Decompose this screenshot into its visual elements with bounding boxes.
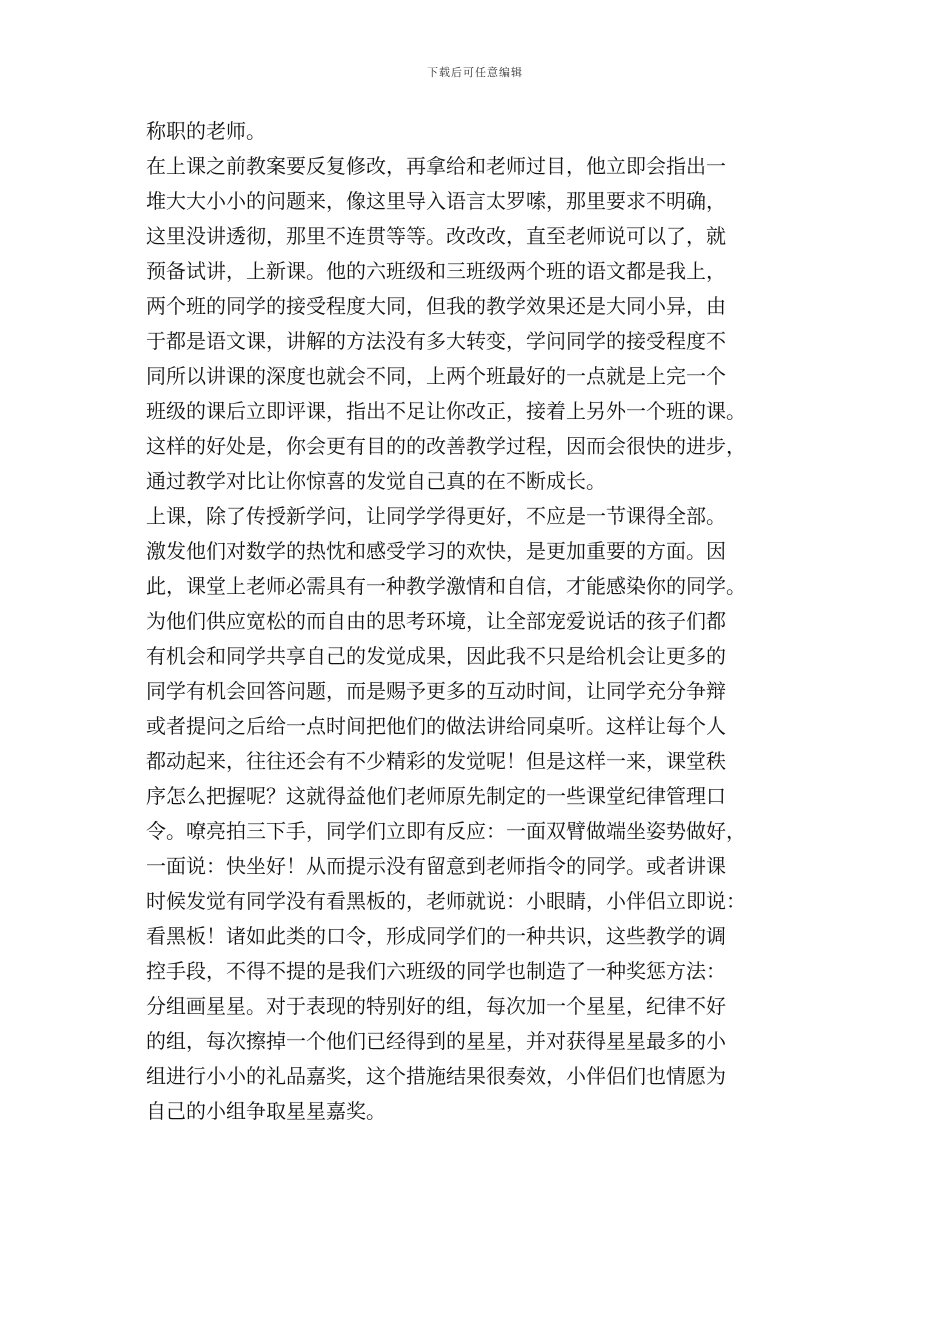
text-line: 预备试讲，上新课。他的六班级和三班级两个班的语文都是我上，: [146, 259, 726, 283]
text-line: 这里没讲透彻，那里不连贯等等。改改改，直至老师说可以了，就: [146, 224, 726, 248]
text-line: 为他们供应宽松的而自由的思考环境，让全部宠爱说话的孩子们都: [146, 609, 726, 633]
text-line: 的组，每次擦掉一个他们已经得到的星星，并对获得星星最多的小: [146, 1029, 726, 1053]
text-line: 分组画星星。对于表现的特别好的组，每次加一个星星，纪律不好: [146, 994, 726, 1018]
text-line: 同所以讲课的深度也就会不同，上两个班最好的一点就是上完一个: [146, 364, 726, 388]
text-line: 这样的好处是，你会更有目的的改善教学过程，因而会很快的进步，: [146, 434, 746, 458]
text-line: 序怎么把握呢？这就得益他们老师原先制定的一些课堂纪律管理口: [146, 784, 726, 808]
text-line: 堆大大小小的问题来，像这里导入语言太罗嗦，那里要求不明确，: [146, 189, 726, 213]
page-header: 下载后可任意编辑: [427, 66, 523, 79]
document-body: [146, 114, 836, 1129]
text-line: 都动起来，往往还会有不少精彩的发觉呢！但是这样一来，课堂秩: [146, 749, 726, 773]
text-line: 一面说：快坐好！从而提示没有留意到老师指令的同学。或者讲课: [146, 854, 726, 878]
text-line: 激发他们对数学的热忱和感受学习的欢快，是更加重要的方面。因: [146, 539, 726, 563]
text-line: 有机会和同学共享自己的发觉成果，因此我不只是给机会让更多的: [146, 644, 726, 668]
text-line: 班级的课后立即评课，指出不足让你改正，接着上另外一个班的课。: [146, 399, 746, 423]
text-line: 称职的老师。: [146, 119, 266, 143]
text-line: 组进行小小的礼品嘉奖，这个措施结果很奏效，小伴侣们也情愿为: [146, 1064, 726, 1088]
text-line: 于都是语文课，讲解的方法没有多大转变，学问同学的接受程度不: [146, 329, 726, 353]
text-line: 看黑板！诸如此类的口令，形成同学们的一种共识，这些教学的调: [146, 924, 726, 948]
text-line: 自己的小组争取星星嘉奖。: [146, 1099, 386, 1123]
text-line: 同学有机会回答问题，而是赐予更多的互动时间，让同学充分争辩: [146, 679, 726, 703]
text-line: 此，课堂上老师必需具有一种教学激情和自信，才能感染你的同学。: [146, 574, 746, 598]
text-line: 通过教学对比让你惊喜的发觉自己真的在不断成长。: [146, 469, 606, 493]
text-line: 在上课之前教案要反复修改，再拿给和老师过目，他立即会指出一: [146, 154, 726, 178]
text-line: 控手段，不得不提的是我们六班级的同学也制造了一种奖惩方法：: [146, 959, 726, 983]
text-line: 或者提问之后给一点时间把他们的做法讲给同桌听。这样让每个人: [146, 714, 726, 738]
text-line: 时候发觉有同学没有看黑板的，老师就说：小眼睛，小伴侣立即说：: [146, 889, 746, 913]
text-line: 令。嘹亮拍三下手，同学们立即有反应：一面双臂做端坐姿势做好，: [146, 819, 746, 843]
text-line: 两个班的同学的接受程度大同，但我的教学效果还是大同小异，由: [146, 294, 726, 318]
text-line: 上课，除了传授新学问，让同学学得更好，不应是一节课得全部。: [146, 504, 726, 528]
